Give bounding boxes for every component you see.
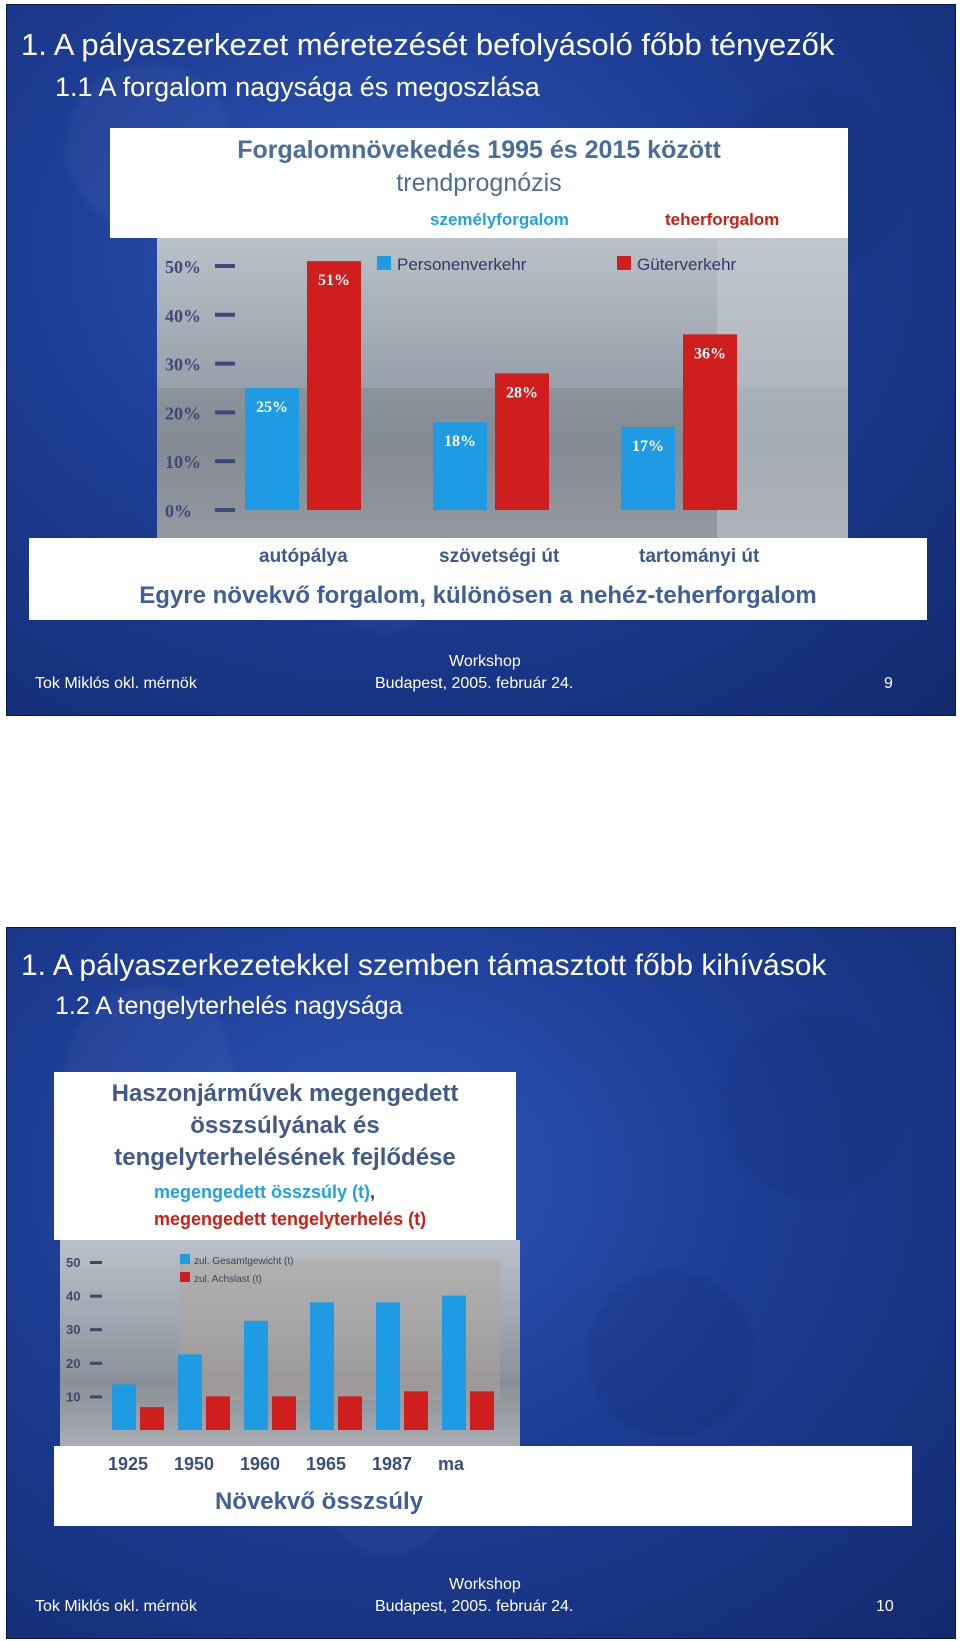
chart-subtitle: trendprognózis	[396, 169, 562, 197]
bar-value-label: 18%	[444, 433, 476, 451]
y-tick-mark	[90, 1295, 102, 1298]
bar-total-weight	[310, 1302, 334, 1430]
bar-total-weight	[244, 1321, 268, 1430]
year-label: 1987	[372, 1454, 413, 1474]
slide-title: 1. A pályaszerkezetekkel szemben támasztott főbb kihívások	[21, 949, 827, 982]
slide-subtitle: 1.1 A forgalom nagysága és megoszlása	[55, 72, 540, 102]
y-tick-label: 20	[66, 1355, 81, 1371]
bar-axle-load	[206, 1396, 230, 1430]
bar-value-label: 51%	[318, 272, 350, 290]
legend-freight: teherforgalom	[665, 210, 780, 229]
bar-value-label: 17%	[632, 438, 664, 456]
bar-axle-load	[404, 1391, 428, 1430]
legend-de-axle: zul. Achslast (t)	[194, 1274, 262, 1285]
legend-swatch-total	[180, 1254, 190, 1264]
year-label: 1925	[108, 1454, 149, 1474]
box-title-line1: Haszonjárművek megengedett	[111, 1080, 459, 1107]
y-tick-mark	[90, 1261, 102, 1264]
y-tick-label: 20%	[165, 403, 201, 424]
bar-axle-load	[470, 1391, 494, 1430]
y-tick-label: 50	[66, 1255, 81, 1270]
category-label-state-road: tartományi út	[639, 546, 760, 567]
y-tick-mark	[90, 1328, 102, 1331]
year-label: 1950	[174, 1454, 215, 1474]
chart-caption: Növekvő összsúly	[214, 1488, 424, 1515]
y-tick-label: 50%	[165, 257, 201, 277]
y-tick-label: 40	[66, 1288, 81, 1304]
year-label: 1965	[306, 1454, 347, 1474]
footer-event: Workshop	[449, 1576, 521, 1593]
y-tick-label: 0%	[165, 501, 192, 521]
legend-swatch-freight	[617, 256, 631, 270]
y-tick-label: 30	[66, 1322, 81, 1338]
chart-caption: Egyre növekvő forgalom, különösen a nehéz-teherforgalom	[139, 582, 817, 609]
bar-axle-load	[338, 1396, 362, 1430]
year-label: 1960	[240, 1454, 281, 1474]
footer-author: Tok Miklós okl. mérnök	[35, 675, 197, 692]
chart-header-panel	[110, 128, 848, 238]
y-tick-mark	[90, 1362, 102, 1365]
bar-value-label: 36%	[694, 345, 726, 363]
category-label-federal-road: szövetségi út	[439, 546, 560, 567]
box-title-line3: tengelyterhelésének fejlődése	[114, 1144, 456, 1171]
y-tick-mark	[215, 410, 235, 414]
y-tick-mark	[90, 1395, 102, 1398]
bar-axle-load	[140, 1407, 164, 1430]
y-tick-mark	[215, 508, 235, 512]
legend-de-passenger: Personenverkehr	[397, 255, 527, 274]
y-tick-mark	[215, 362, 235, 366]
chart-caption-panel	[29, 538, 927, 620]
slide-subtitle: 1.2 A tengelyterhelés nagysága	[55, 992, 403, 1020]
legend-swatch-passenger	[377, 256, 391, 270]
legend-total-weight: megengedett összsúly (t)	[154, 1182, 371, 1202]
slide-9	[6, 4, 956, 716]
bar-total-weight	[376, 1302, 400, 1430]
traffic-bar-chart	[157, 238, 848, 538]
legend-axle-load: megengedett tengelyterhelés (t)	[154, 1209, 427, 1229]
y-tick-mark	[215, 264, 235, 268]
bar-total-weight	[178, 1354, 202, 1430]
slide-10	[6, 927, 956, 1639]
year-label: ma	[438, 1454, 465, 1474]
footer-place: Budapest, 2005. február 24.	[375, 1598, 574, 1615]
chart-title: Forgalomnövekedés 1995 és 2015 között	[237, 136, 721, 164]
footer-place: Budapest, 2005. február 24.	[375, 675, 574, 692]
traffic-chart-photo	[157, 238, 848, 538]
bar-total-weight	[112, 1384, 136, 1430]
y-tick-mark	[215, 459, 235, 463]
legend-separator: ,	[370, 1182, 376, 1202]
bar-total-weight	[442, 1296, 466, 1430]
footer-event: Workshop	[449, 653, 521, 670]
bar-value-label: 25%	[256, 399, 288, 416]
y-tick-label: 10	[66, 1389, 81, 1405]
y-tick-label: 30%	[165, 354, 201, 375]
y-tick-mark	[215, 313, 235, 317]
legend-passenger: személyforgalom	[430, 210, 569, 229]
chart-title-box	[54, 1072, 516, 1240]
y-tick-label: 40%	[165, 305, 201, 326]
legend-de-freight: Güterverkehr	[637, 255, 737, 274]
axle-chart-photo	[60, 1240, 520, 1446]
bar-value-label: 28%	[506, 384, 538, 402]
box-title-line2: összsúlyának és	[190, 1112, 380, 1139]
footer-page-number: 9	[884, 675, 893, 692]
legend-line-1	[154, 1182, 375, 1203]
chart-caption-panel	[54, 1446, 912, 1526]
footer-page-number: 10	[876, 1598, 894, 1615]
slide-title: 1. A pályaszerkezet méretezését befolyásoló főbb tényezők	[21, 27, 835, 62]
axle-bar-chart	[60, 1240, 520, 1446]
bar-freight	[307, 261, 361, 510]
category-label-motorway: autópálya	[259, 546, 348, 567]
legend-swatch-axle	[180, 1272, 190, 1282]
y-tick-label: 10%	[165, 452, 201, 473]
bar-axle-load	[272, 1396, 296, 1430]
legend-de-total: zul. Gesamtgewicht (t)	[194, 1256, 294, 1267]
footer-author: Tok Miklós okl. mérnök	[35, 1598, 197, 1615]
